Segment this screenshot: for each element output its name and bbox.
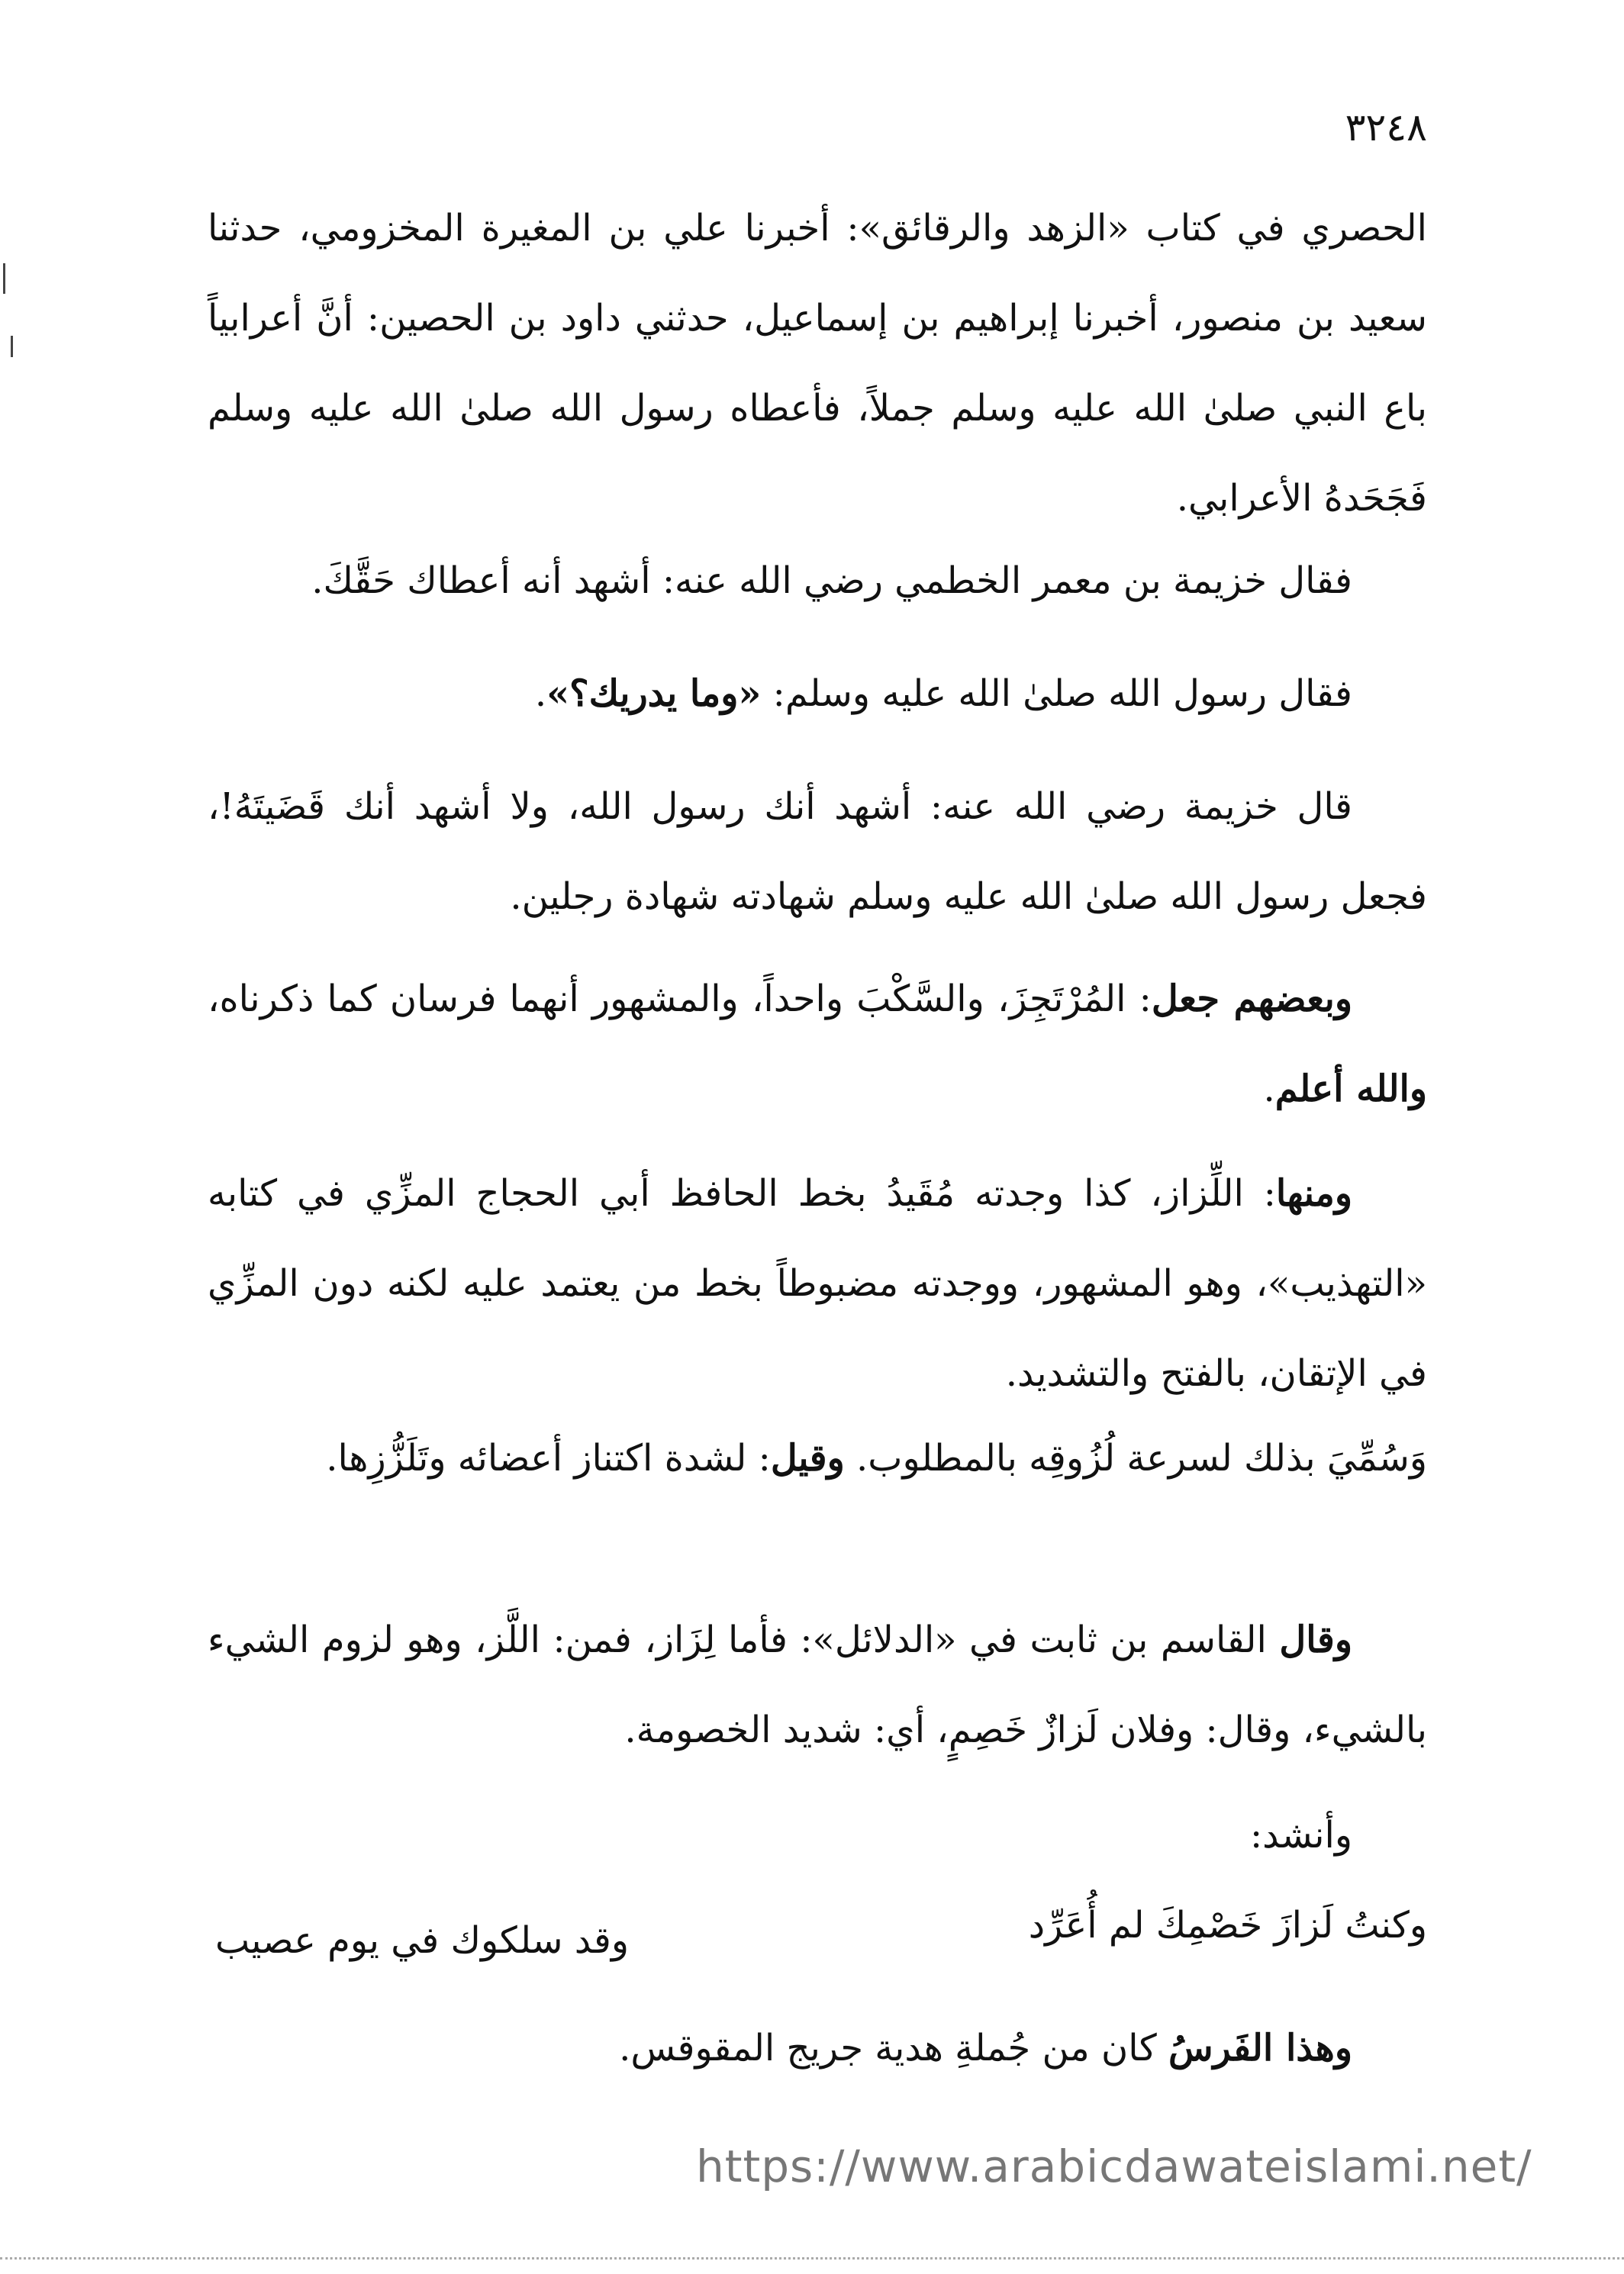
paragraph-two-witnesses <box>208 762 1427 942</box>
paragraph-text: : لشدة اكتناز أعضائه وتَلَزُّزِها. <box>326 1437 771 1480</box>
paragraph-text: القاسم بن ثابت في «الدلائل»: فأما لِزَاز، فمن: اللَّز، وهو لزوم الشيء بالشيء، وقال: وفلان لَزازٌ خَصِمٍ، أي: شديد الخصومة. <box>208 1619 1427 1751</box>
paragraph-text: . <box>534 672 547 715</box>
bold-quote: «وما يدريك؟» <box>546 672 762 715</box>
website-watermark: https://www.arabicdawateislami.net/ <box>696 2140 1532 2192</box>
bold-lead: وقال <box>1279 1619 1352 1661</box>
paragraph-hadith-narration <box>208 183 1427 543</box>
paragraph-lizaz <box>208 1148 1427 1419</box>
paragraph-murtajiz <box>208 954 1427 1134</box>
paragraph-text: وأنشد: <box>1249 1814 1352 1857</box>
paragraph-khuzayma-testimony <box>208 536 1427 626</box>
paragraph-naming-reason <box>208 1413 1427 1503</box>
bold-lead: ومنها <box>1275 1172 1352 1215</box>
poetry-verse <box>208 1904 1427 1980</box>
paragraph-text: وَسُمِّيَ بذلك لسرعة لُزُوقِه بالمطلوب. <box>844 1437 1427 1480</box>
page-number: ٣٢٤٨ <box>1345 105 1427 150</box>
verse-second-hemistich: وقد سلكوك في يوم عصيب <box>215 1919 630 1962</box>
paragraph-text: . <box>1263 1068 1275 1110</box>
paragraph-text: : المُرْتَجِزَ، والسَّكْبَ واحداً، والمشهور أنهما فرسان كما ذكرناه، <box>208 978 1152 1020</box>
paragraph-text: فقال خزيمة بن معمر الخطمي رضي الله عنه: أشهد أنه أعطاك حَقَّكَ. <box>311 559 1352 602</box>
bold-qila: وقيل <box>770 1437 845 1480</box>
paragraph-text: : اللِّزاز، كذا وجدته مُقَيدُ بخط الحافظ أبي الحجاج المزِّي في كتابه «التهذيب»، وهو المشهور، ووجدته مضبوطاً بخط من يعتمد عليه لكنه دون المزِّي في الإتقان، بالفتح والتشديد. <box>208 1172 1427 1395</box>
paragraph-text: الحصري في كتاب «الزهد والرقائق»: أخبرنا علي بن المغيرة المخزومي، حدثنا سعيد بن منصور، أخبرنا إبراهيم بن إسماعيل، حدثني داود بن الحصين: أنَّ أعرابياً باع النبي صلىٰ الله عليه وسلم جملاً، فأعطاه رسول الله صلىٰ الله عليه وسلم فَجَحَدهُ الأعرابي. <box>208 207 1427 520</box>
paragraph-text: فقال رسول الله صلىٰ الله عليه وسلم: <box>761 672 1352 715</box>
paragraph-text: كان من جُملةِ هدية جريج المقوقس. <box>619 2027 1168 2069</box>
scan-edge-mark <box>11 336 13 357</box>
bold-lead: وبعضهم جعل <box>1151 978 1353 1020</box>
paragraph-anshad <box>208 1790 1427 1880</box>
paragraph-prophet-question <box>208 649 1427 739</box>
paragraph-text: قال خزيمة رضي الله عنه: أشهد أنك رسول الله، ولا أشهد أنك قَضَيتَهُ!، فجعل رسول الله صلىٰ الله عليه وسلم شهادته شهادة رجلين. <box>208 785 1427 918</box>
scan-bottom-border <box>0 2257 1624 2260</box>
paragraph-muqawqis-gift <box>208 2003 1427 2093</box>
bold-closing: والله أعلم <box>1274 1068 1427 1110</box>
bold-lead: وهذا الفَرسُ <box>1168 2027 1352 2069</box>
paragraph-qasim-dalail <box>208 1595 1427 1775</box>
verse-first-hemistich: وكنتُ لَزازَ خَصْمِكَ لم أُعَرِّد <box>1028 1904 1427 1947</box>
scan-edge-mark <box>3 263 5 294</box>
